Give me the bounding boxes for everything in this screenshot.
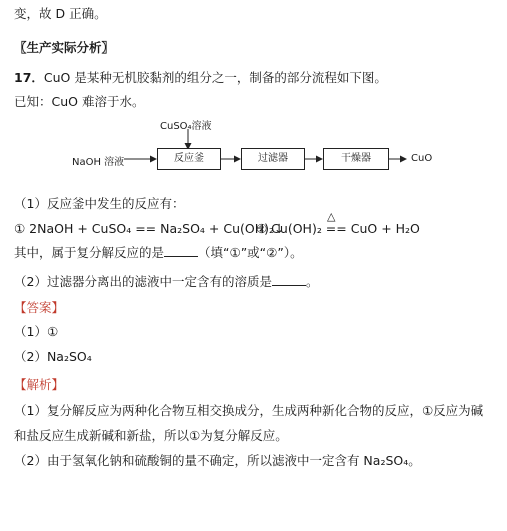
analysis-heading: 【解析】 [14, 377, 65, 392]
part2-answer-blank [272, 274, 306, 286]
equation-1: ① 2NaOH + CuSO₄ == Na₂SO₄ + Cu(OH)₂↓ [14, 221, 285, 236]
flow-output-cuo: CuO [411, 153, 433, 164]
flow-input-naoh: NaOH 溶液 [72, 157, 125, 168]
flow-input-cuso4: CuSO₄溶液 [160, 121, 212, 132]
flow-box-reactor: 反应釜 [157, 148, 221, 170]
part1-question [14, 245, 303, 261]
answer-2: （2）Na₂SO₄ [14, 349, 92, 364]
known-condition: 已知：CuO 难溶于水。 [14, 94, 145, 109]
flow-box-dryer: 干燥器 [323, 148, 389, 170]
answer-heading: 【答案】 [14, 300, 65, 315]
analysis-line-2: 和盐反应生成新碱和新盐，所以①为复分解反应。 [14, 428, 288, 443]
analysis-line-3: （2）由于氢氧化钠和硫酸铜的量不确定，所以滤液中一定含有 Na₂SO₄。 [14, 453, 421, 468]
equation-2: ② Cu(OH)₂ == CuO + H₂O [256, 221, 420, 236]
intro-line: 变，故 D 正确。 [14, 6, 107, 21]
answer-1: （1）① [14, 324, 59, 339]
part1-answer-blank [164, 245, 198, 257]
flow-box-filter: 过滤器 [241, 148, 305, 170]
part1-question-a: 其中，属于复分解反应的是 [14, 245, 165, 260]
part1-question-b: （填“①”或“②”）。 [198, 245, 303, 260]
analysis-line-1: （1）复分解反应为两种化合物互相交换成分，生成两种新化合物的反应，①反应为碱 [14, 403, 484, 418]
part2-question [14, 274, 318, 290]
part2-question-a: （2）过滤器分离出的滤液中一定含有的溶质是 [14, 274, 272, 289]
part2-question-b: 。 [305, 274, 319, 289]
part1-prompt: （1）反应釜中发生的反应有： [14, 196, 185, 211]
question-number: 17． [14, 70, 44, 85]
heat-condition: △ [327, 210, 336, 223]
question-stem-text: CuO 是某种无机胶黏剂的组分之一，制备的部分流程如下图。 [43, 70, 387, 85]
section-heading: 〖生产实际分析〗 [14, 40, 115, 55]
